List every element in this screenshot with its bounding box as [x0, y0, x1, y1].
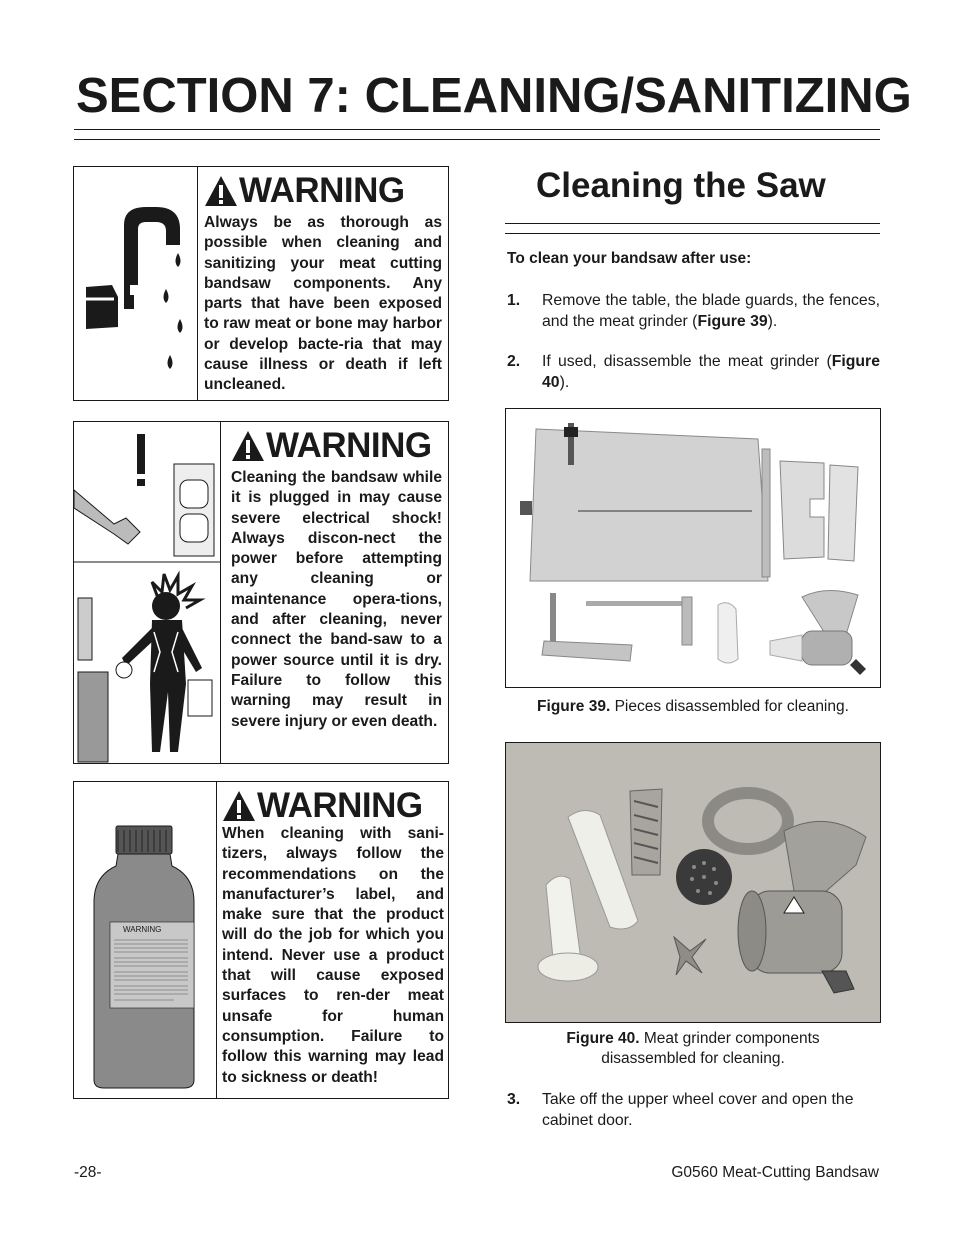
warning-triangle-icon — [222, 790, 256, 822]
warning-header — [231, 426, 442, 466]
step-text-end: ). — [767, 313, 778, 330]
step-3 — [507, 1089, 880, 1131]
figure-caption-line2: disassembled for cleaning. — [601, 1050, 785, 1067]
electrical-shock-icon — [74, 422, 221, 763]
bottle-label-title: WARNING — [123, 925, 162, 934]
step-text-end: ). — [559, 374, 570, 391]
warning-label: WARNING — [257, 786, 423, 825]
figure-label: Figure 39. — [537, 698, 611, 715]
step-2 — [507, 351, 880, 393]
warning-box-sanitizer — [73, 781, 449, 1099]
warning-text: Cleaning the bandsaw while it is plugged in may cause severe electrical shock! Always discon-nect the power before attempting any cleaning or maintenance opera-tions, and after cleaning, never connect the band-saw to a power source until it is dry. Failure to follow this warning may result in severe injury or even death. — [231, 469, 442, 730]
step-number: 2. — [507, 353, 521, 370]
title-rule-top — [74, 129, 880, 130]
step-text: Remove the table, the blade guards, the fences, and the meat grinder ( — [542, 292, 880, 330]
subsection-rule-bottom — [505, 233, 880, 234]
subsection-rule-top — [505, 223, 880, 224]
step-text: If used, disassemble the meat grinder ( — [542, 353, 832, 370]
step-number: 1. — [507, 292, 521, 309]
figure-40-caption — [505, 1029, 881, 1069]
page-number: -28- — [74, 1164, 102, 1181]
step-text: Take off the upper wheel cover and open the cabinet door. — [542, 1091, 854, 1129]
faucet-icon — [74, 167, 198, 400]
figure-reference: Figure 39 — [697, 313, 768, 330]
figure-40-photo — [505, 742, 881, 1023]
figure-reference: Figure 40 — [542, 353, 880, 391]
figure-caption-line1: Meat grinder components — [643, 1030, 820, 1047]
warning-header — [222, 786, 444, 826]
manual-title: G0560 Meat-Cutting Bandsaw — [671, 1164, 879, 1181]
warning-text: When cleaning with sani-tizers, always follow the recommendations on the manufacturer’s label, and make sure that the product will do the job for which you intend. Never use a product that will cause exposed surfaces to ren-der meat unsafe for human consumption. Failure to follow this warning may lead to sickness or death! — [222, 825, 444, 1086]
figure-39-caption — [505, 697, 881, 717]
sanitizer-bottle-icon — [74, 782, 217, 1098]
intro-text: To clean your bandsaw after use: — [507, 250, 752, 267]
warning-text: Always be as thorough as possible when cleaning and sanitizing your meat cutting bandsaw components. Any parts that have been exposed to raw meat or bone may harbor or develop bacte-ria that may cause illness or death if left uncleaned. — [204, 214, 442, 394]
figure-caption-text: Pieces disassembled for cleaning. — [614, 698, 849, 715]
warning-label: WARNING — [266, 426, 432, 465]
title-rule-bottom — [74, 139, 880, 140]
warning-box-electrical — [73, 421, 449, 764]
figure-label: Figure 40. — [566, 1030, 640, 1047]
warning-triangle-icon — [231, 430, 265, 462]
step-1 — [507, 290, 880, 332]
warning-header — [204, 171, 442, 211]
figure-39-photo — [505, 408, 881, 688]
section-title: SECTION 7: CLEANING/SANITIZING — [76, 69, 912, 123]
warning-box-cleaning — [73, 166, 449, 401]
step-number: 3. — [507, 1091, 521, 1108]
warning-label: WARNING — [239, 171, 405, 210]
subsection-title: Cleaning the Saw — [536, 166, 826, 205]
warning-triangle-icon — [204, 175, 238, 207]
